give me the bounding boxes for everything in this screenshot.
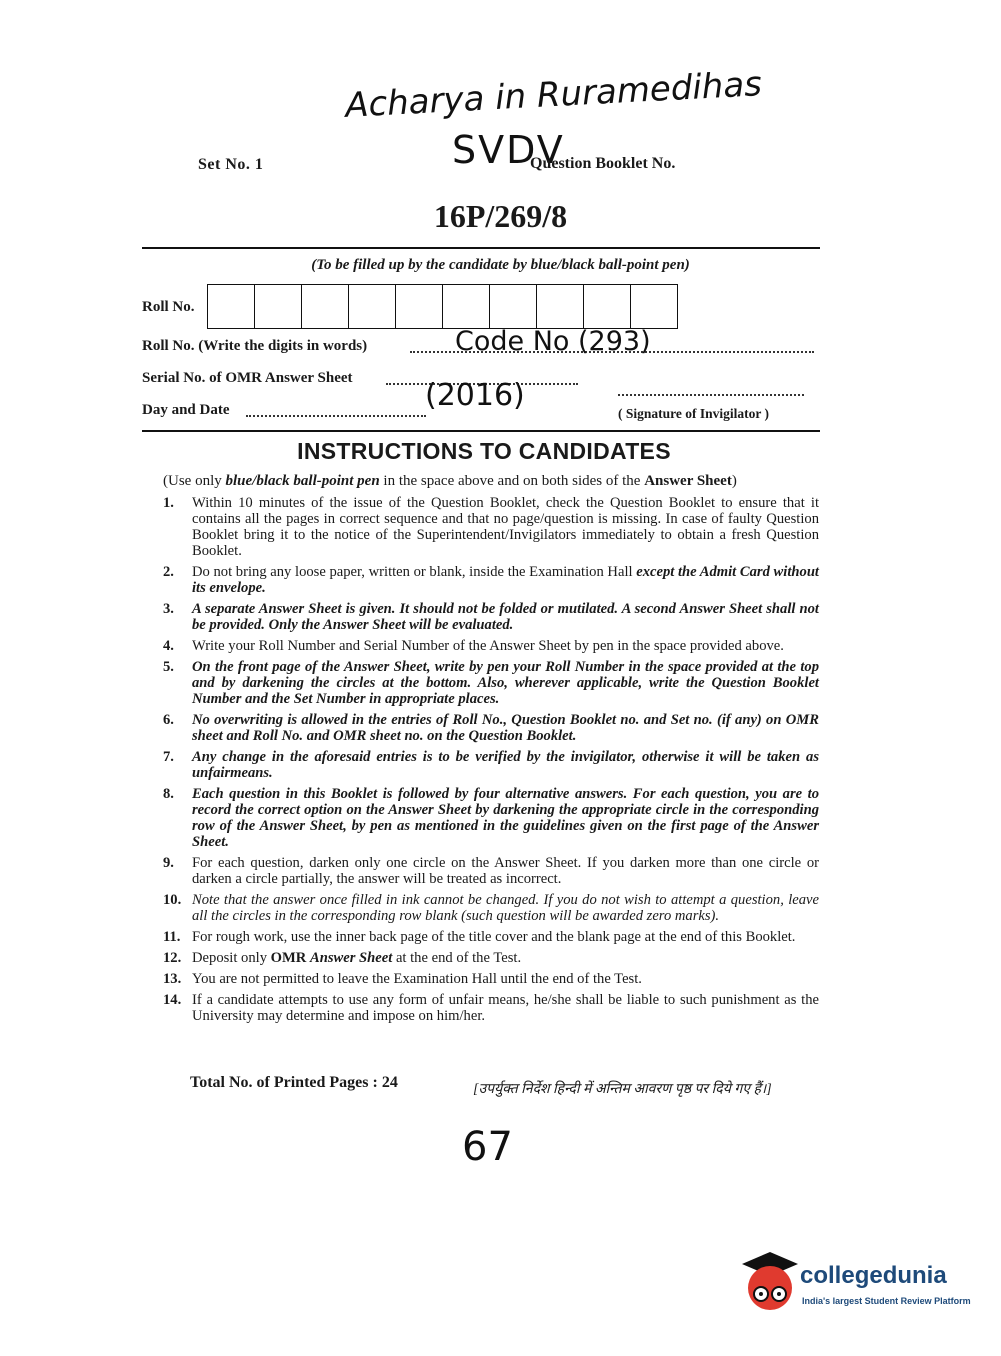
instruction-text: Write your Roll Number and Serial Number of the Answer Sheet by pen in the space provided above. <box>192 638 784 654</box>
omr-serial-label: Serial No. of OMR Answer Sheet <box>142 370 353 386</box>
roll-box[interactable] <box>396 285 443 328</box>
booklet-number: 16P/269/8 <box>433 198 568 234</box>
mascot-icon <box>740 1250 800 1314</box>
use-note <box>163 473 737 490</box>
instruction-item <box>163 495 819 559</box>
instruction-text: Do not bring any loose paper, written or blank, inside the Examination Hall <box>192 564 637 580</box>
instruction-number: 4. <box>163 638 174 654</box>
instruction-emphasis: A separate Answer Sheet is given. It should not be folded or mutilated. A second Answer Sheet shall not be provided. Only the Answer Sheet will be evaluated. <box>192 601 819 633</box>
instruction-number: 2. <box>163 564 174 580</box>
instruction-text: You are not permitted to leave the Examination Hall until the end of the Test. <box>192 971 642 987</box>
instruction-number: 11. <box>163 929 181 945</box>
instruction-item <box>163 601 819 633</box>
handwritten-title: Acharya in Ruramedihas <box>344 64 763 126</box>
instruction-text: Deposit only <box>192 950 271 966</box>
instruction-emphasis: Answer Sheet <box>309 950 393 966</box>
collegedunia-logo <box>740 1250 980 1320</box>
instruction-number: 8. <box>163 786 174 802</box>
logo-tagline: India's largest Student Review Platform <box>802 1296 971 1306</box>
roll-no-boxes[interactable] <box>207 284 678 329</box>
total-pages: Total No. of Printed Pages : 24 <box>190 1074 398 1091</box>
instruction-emphasis: On the front page of the Answer Sheet, write by pen your Roll Number in the space provided at the top and by darkening the circles at the bottom. Also, wherever applicable, write the Question Booklet Number and the Set Number in appropriate places. <box>192 659 819 707</box>
instruction-item <box>163 892 819 924</box>
handwritten-page-mark: 67 <box>462 1124 513 1170</box>
instruction-number: 9. <box>163 855 174 871</box>
handwritten-year: (2016) <box>425 378 525 413</box>
use-note-text: in the space above and on both sides of the <box>379 473 645 489</box>
roll-box[interactable] <box>537 285 584 328</box>
instruction-item <box>163 749 819 781</box>
instruction-emphasis: except the Admit Card without its envelope. <box>192 564 819 596</box>
handwritten-code: Code No (293) <box>455 326 651 357</box>
roll-no-label: Roll No. <box>142 299 195 315</box>
use-note-text: ) <box>731 473 737 489</box>
instruction-number: 1. <box>163 495 174 511</box>
top-rule <box>142 247 820 249</box>
logo-name: collegedunia <box>800 1262 947 1289</box>
handwritten-subject: SVDV <box>452 128 565 172</box>
instruction-emphasis: Note that the answer once filled in ink cannot be changed. If you do not wish to attempt a question, leave all the circles in the corresponding row blank (such question will be awarded zero marks). <box>192 892 819 924</box>
instruction-number: 5. <box>163 659 174 675</box>
instruction-text: at the end of the Test. <box>392 950 522 966</box>
instruction-item <box>163 855 819 887</box>
instruction-item <box>163 786 819 850</box>
roll-box[interactable] <box>631 285 677 328</box>
day-date-label: Day and Date <box>142 402 230 418</box>
form-bottom-rule <box>142 430 820 432</box>
instruction-text: Within 10 minutes of the issue of the Question Booklet, check the Question Booklet to ensure that it contains all the pages in correct sequence and that no page/question is missing. In case of faulty Question Booklet bring it to the notice of the Superintendent/Invigilators immediately to obtain a fresh Question Booklet. <box>192 495 819 559</box>
instructions-list <box>163 495 819 1029</box>
roll-box[interactable] <box>490 285 537 328</box>
set-number: Set No. 1 <box>198 156 264 173</box>
instruction-emphasis: Each question in this Booklet is followed by four alternative answers. For each question, you are to record the correct option on the Answer Sheet by darkening the appropriate circle in the corresponding row of the Answer Sheet, by pen as mentioned in the guidelines given on the first page of the Answer Sheet. <box>192 786 819 850</box>
day-date-line[interactable] <box>246 415 426 417</box>
instruction-item <box>163 971 819 987</box>
instruction-number: 7. <box>163 749 174 765</box>
hindi-note: [उपर्युक्त निर्देश हिन्दी में अन्तिम आवरण पृष्ठ पर दिये गए हैं।] <box>473 1082 772 1097</box>
roll-box[interactable] <box>255 285 302 328</box>
instruction-text: If a candidate attempts to use any form of unfair means, he/she shall be liable to such punishment as the University may determine and impose on him/her. <box>192 992 819 1024</box>
instruction-item <box>163 564 819 596</box>
instruction-number: 10. <box>163 892 182 908</box>
use-note-strong: Answer Sheet <box>644 473 732 489</box>
roll-box[interactable] <box>584 285 631 328</box>
signature-label: ( Signature of Invigilator ) <box>618 406 770 421</box>
instruction-number: 13. <box>163 971 182 987</box>
instruction-emphasis: Any change in the aforesaid entries is to be verified by the invigilator, otherwise it will be taken as unfairmeans. <box>192 749 819 781</box>
roll-box[interactable] <box>443 285 490 328</box>
instruction-text: For rough work, use the inner back page of the title cover and the blank page at the end of this Booklet. <box>192 929 796 945</box>
use-note-text: (Use only <box>163 473 226 489</box>
fill-note: (To be filled up by the candidate by blue/black ball-point pen) <box>311 257 690 273</box>
instruction-item <box>163 638 819 654</box>
instruction-item <box>163 712 819 744</box>
instruction-text: For each question, darken only one circle on the Answer Sheet. If you darken more than one circle or darken a circle partially, the answer will be treated as incorrect. <box>192 855 819 887</box>
instruction-item <box>163 950 819 966</box>
question-booklet-label: Question Booklet No. <box>530 155 676 172</box>
roll-box[interactable] <box>302 285 349 328</box>
instruction-item <box>163 929 819 945</box>
instruction-number: 6. <box>163 712 174 728</box>
instructions-heading: INSTRUCTIONS TO CANDIDATES <box>297 438 671 464</box>
instruction-emphasis: No overwriting is allowed in the entries of Roll No., Question Booklet no. and Set no. (if any) on OMR sheet and Roll No. and OMR sheet no. on the Question Booklet. <box>192 712 819 744</box>
instruction-number: 12. <box>163 950 182 966</box>
instruction-item <box>163 659 819 707</box>
instruction-number: 3. <box>163 601 174 617</box>
roll-box[interactable] <box>208 285 255 328</box>
instruction-number: 14. <box>163 992 182 1008</box>
roll-words-label: Roll No. (Write the digits in words) <box>142 338 368 354</box>
instruction-item <box>163 992 819 1024</box>
roll-box[interactable] <box>349 285 396 328</box>
use-note-em: blue/black ball-point pen <box>225 473 380 489</box>
signature-line[interactable] <box>618 394 804 396</box>
instruction-strong: OMR <box>270 950 310 966</box>
